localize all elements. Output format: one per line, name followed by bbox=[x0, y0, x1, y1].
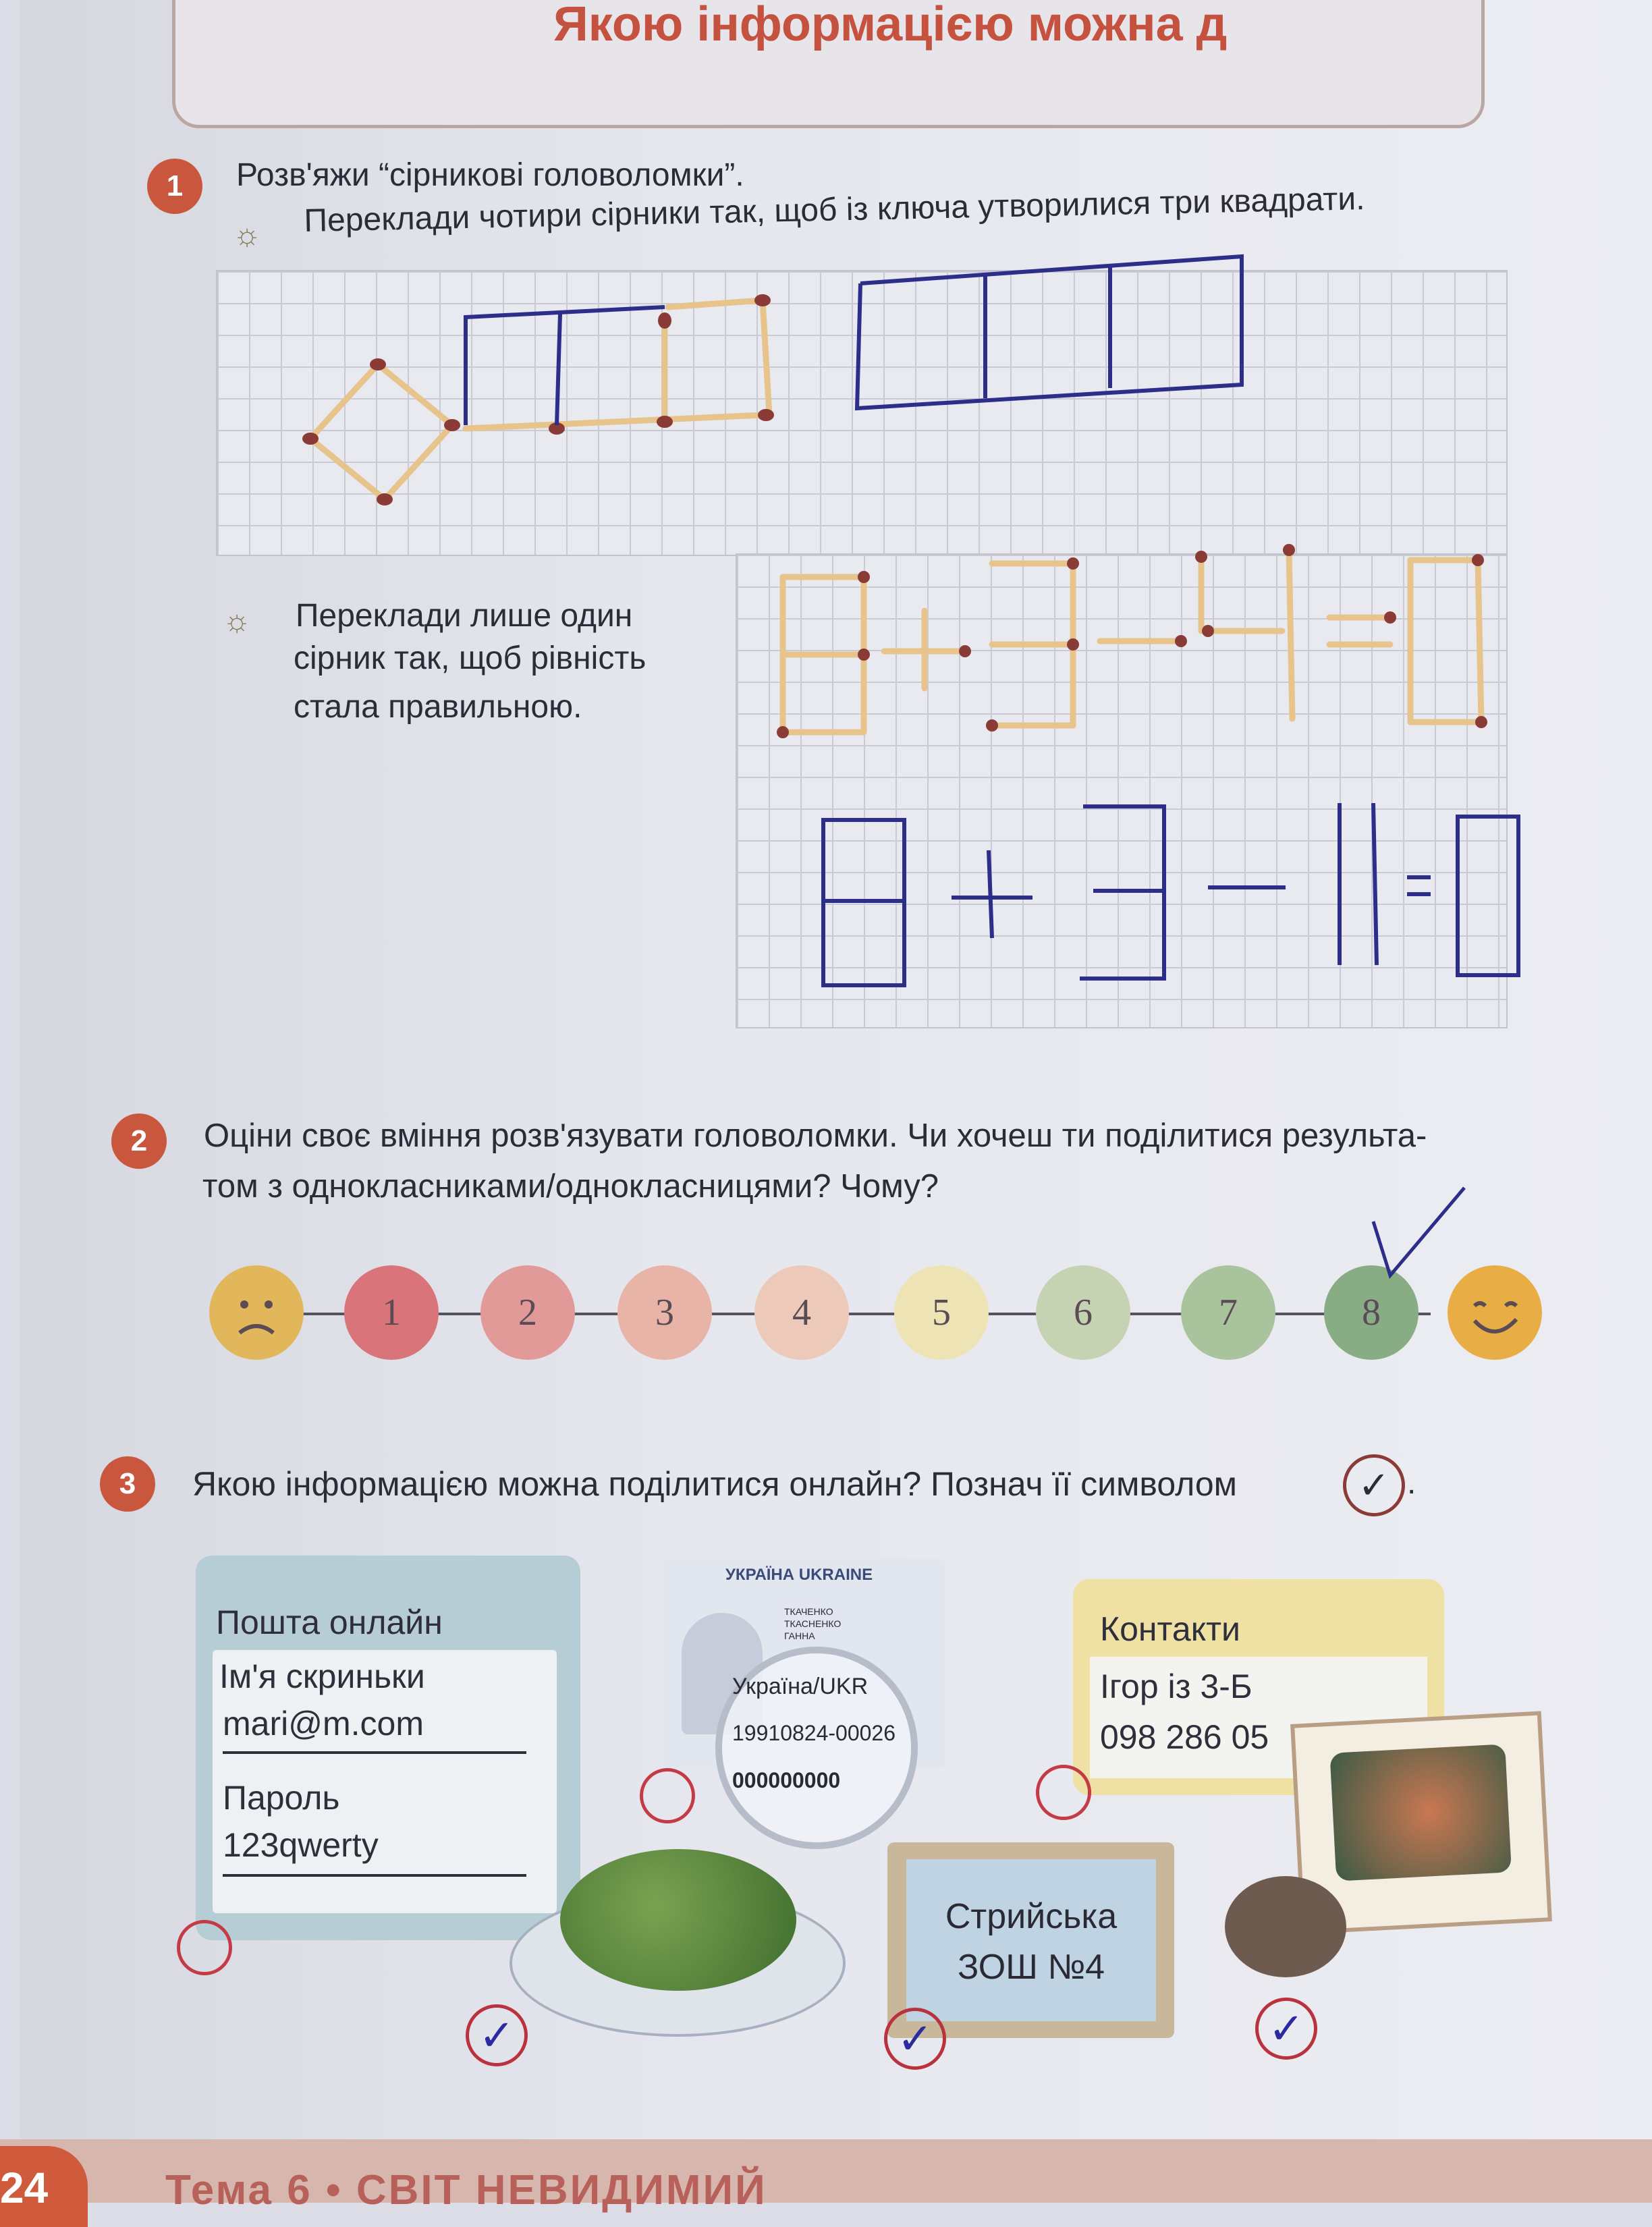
password-value: 123qwerty bbox=[223, 1826, 379, 1864]
task-2-line1: Оціни своє вміння розв'язувати головоломки. Чи хочеш ти поділитися результа- bbox=[204, 1118, 1427, 1154]
id-document-number: 000000000 bbox=[732, 1768, 841, 1792]
contact-name: Ігор із 3-Б bbox=[1100, 1668, 1252, 1705]
task-1-sub2-line2: сірник так, щоб рівність bbox=[294, 640, 646, 676]
rating-option[interactable]: 7 bbox=[1181, 1265, 1275, 1360]
answer-circle-mail[interactable] bbox=[177, 1920, 232, 1975]
rating-option[interactable]: 2 bbox=[480, 1265, 575, 1360]
footer-topic: Тема 6 • СВІТ НЕВИДИМИЙ bbox=[165, 2167, 767, 2214]
question-period: . bbox=[1407, 1465, 1416, 1501]
sun-icon: ☼ bbox=[233, 217, 262, 252]
school-sign-line1: Стрийська bbox=[945, 1897, 1118, 1936]
mailbox-name-label: Ім'я скриньки bbox=[219, 1657, 425, 1695]
contact-phone: 098 286 05 bbox=[1100, 1718, 1269, 1756]
school-sign-line2: ЗОШ №4 bbox=[957, 1948, 1105, 1987]
id-surname-latin: ТКАСНЕНКО bbox=[784, 1618, 842, 1629]
id-surname: ТКАЧЕНКО bbox=[784, 1606, 833, 1617]
page-title: Якою інформацією можна д bbox=[553, 0, 1228, 51]
password-underline bbox=[223, 1874, 526, 1877]
id-record-number: 19910824-00026 bbox=[732, 1721, 896, 1745]
task-1-number: 1 bbox=[147, 159, 202, 214]
page-number-tab bbox=[0, 2146, 88, 2227]
painting-picture bbox=[1329, 1744, 1512, 1881]
task-2-line2: том з однокласниками/однокласницями? Чому? bbox=[202, 1168, 939, 1205]
rating-option[interactable]: 6 bbox=[1036, 1265, 1130, 1360]
palette-icon bbox=[1225, 1876, 1346, 1977]
answer-circle-contacts[interactable] bbox=[1036, 1765, 1091, 1820]
task-1-instruction: Розв'яжи “сірникові головоломки”. bbox=[236, 157, 744, 193]
school-sign bbox=[906, 1859, 1156, 2021]
mailbox-name-value: mari@m.com bbox=[223, 1705, 424, 1742]
salad-image bbox=[560, 1849, 796, 1991]
mail-card-title: Пошта онлайн bbox=[216, 1603, 443, 1641]
id-nationality: Україна/UKR bbox=[732, 1674, 869, 1699]
id-name: ГАННА bbox=[784, 1630, 815, 1641]
answer-circle-school[interactable]: ✓ bbox=[884, 2008, 946, 2070]
task-1-sub1: Переклади чотири сірники так, щоб із ключа утворилися три квадрати. bbox=[304, 181, 1365, 239]
task-1-sub2-line3: стала правильною. bbox=[294, 689, 582, 725]
task-2-number: 2 bbox=[111, 1114, 167, 1169]
id-card-header: УКРАЇНА UKRAINE bbox=[725, 1566, 873, 1584]
answer-circle-id[interactable] bbox=[640, 1768, 695, 1823]
task-3-question: Якою інформацією можна поділитися онлайн? Познач її символом bbox=[192, 1465, 1238, 1503]
mail-card bbox=[196, 1556, 580, 1940]
task-1-sub2-line1: Переклади лише один bbox=[296, 598, 633, 634]
password-label: Пароль bbox=[223, 1779, 340, 1817]
rating-option[interactable]: 8 bbox=[1324, 1265, 1419, 1360]
rating-option[interactable]: 4 bbox=[754, 1265, 849, 1360]
mailbox-underline bbox=[223, 1751, 526, 1754]
check-symbol-icon: ✓ bbox=[1343, 1454, 1405, 1516]
school-sign-frame bbox=[887, 1842, 1174, 2038]
answer-circle-painting[interactable]: ✓ bbox=[1255, 1998, 1317, 2060]
task-3-number: 3 bbox=[100, 1456, 155, 1512]
page-number: 24 bbox=[0, 2164, 49, 2212]
rating-option[interactable]: 1 bbox=[344, 1265, 439, 1360]
answer-circle-salad[interactable]: ✓ bbox=[466, 2004, 528, 2066]
sun-icon: ☼ bbox=[223, 603, 252, 638]
rating-option[interactable]: 3 bbox=[617, 1265, 712, 1360]
rating-option[interactable]: 5 bbox=[894, 1265, 989, 1360]
magnifying-glass bbox=[715, 1647, 918, 1849]
contacts-title: Контакти bbox=[1100, 1610, 1240, 1648]
